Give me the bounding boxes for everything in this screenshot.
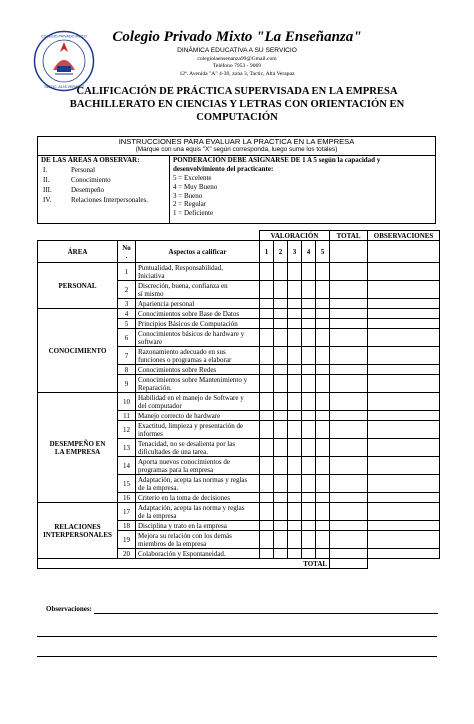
score-cell[interactable] — [302, 375, 316, 393]
total-cell[interactable] — [330, 347, 368, 365]
score-cell[interactable] — [260, 475, 274, 493]
score-cell[interactable] — [274, 299, 288, 309]
aspect-text: Tenacidad, no se desalienta por las dificultades de una tarea. — [136, 439, 260, 457]
score-cell[interactable] — [316, 319, 330, 329]
score-cell[interactable] — [316, 365, 330, 375]
score-cell[interactable] — [260, 457, 274, 475]
score-cell[interactable] — [316, 521, 330, 531]
score-cell[interactable] — [302, 411, 316, 421]
table-row — [38, 393, 440, 411]
total-cell[interactable] — [330, 421, 368, 439]
score-cell[interactable] — [302, 393, 316, 411]
aspect-text: Conocimientos sobre Redes — [136, 365, 260, 375]
score-cell[interactable] — [288, 457, 302, 475]
area-conocimiento: CONOCIMIENTO — [38, 309, 118, 393]
svg-text:COLEGIO PRIVADO MIXTO: COLEGIO PRIVADO MIXTO — [41, 34, 87, 39]
row-number: 20 — [118, 549, 136, 559]
score-cell[interactable] — [288, 309, 302, 319]
total-cell[interactable] — [330, 365, 368, 375]
row-number: 4 — [118, 309, 136, 319]
score-cell[interactable] — [316, 281, 330, 299]
aspect-text: Habilidad en el manejo de Software y del computador — [136, 393, 260, 411]
area-desempeno: DESEMPEÑO EN LA EMPRESA — [38, 393, 118, 503]
area-relaciones: RELACIONES INTERPERSONALES — [38, 503, 118, 559]
total-cell[interactable] — [330, 493, 368, 503]
weight-item: 1 = Deficiente — [173, 209, 214, 218]
score-cell[interactable] — [302, 347, 316, 365]
score-cell[interactable] — [260, 365, 274, 375]
area-number: II. — [43, 176, 50, 184]
instructions-heading: INSTRUCCIONES PARA EVALUAR LA PRACTICA EN LA EMPRESA — [118, 137, 355, 146]
total-column-cell — [330, 241, 368, 263]
total-cell[interactable] — [330, 263, 368, 281]
score-cell[interactable] — [260, 281, 274, 299]
score-cell[interactable] — [274, 411, 288, 421]
area-number: I. — [43, 166, 48, 174]
aspect-text: Conocimientos sobre Mantenimiento y Reparación. — [136, 375, 260, 393]
aspect-text: Criterio en la toma de decisiones — [136, 493, 260, 503]
observation-cell[interactable] — [368, 375, 440, 393]
table-header-top — [38, 231, 440, 241]
area-item — [38, 165, 169, 175]
aspect-text: Disciplina y trato en la empresa — [136, 521, 260, 531]
score-cell[interactable] — [274, 375, 288, 393]
observation-cell[interactable] — [368, 503, 440, 521]
score-header: 4 — [302, 241, 316, 263]
aspect-text: Razonamiento adecuado en sus funciones o programas a elaborar — [136, 347, 260, 365]
areas-panel — [38, 155, 170, 223]
instructions-box — [37, 136, 436, 224]
aspect-text: Conocimientos básicos de hardware y software — [136, 329, 260, 347]
observation-cell[interactable] — [368, 475, 440, 493]
aspect-text: Puntualidad, Responsabilidad, Iniciativa — [136, 263, 260, 281]
score-cell[interactable] — [274, 309, 288, 319]
row-number: 17 — [118, 503, 136, 521]
score-cell[interactable] — [288, 347, 302, 365]
area-item — [38, 185, 169, 195]
aspect-text: Mejora su relación con los demás miembros de la empresa — [136, 531, 260, 549]
weight-item: 3 = Bueno — [173, 191, 203, 200]
area-label: Desempeño — [71, 186, 105, 194]
score-cell[interactable] — [260, 263, 274, 281]
weights-heading: PONDERACIÓN DEBE ASIGNARSE DE 1 A 5 según la capacidad y desenvolvimiento del practicante: — [173, 156, 381, 173]
score-cell[interactable] — [302, 531, 316, 549]
score-cell[interactable] — [288, 493, 302, 503]
score-cell[interactable] — [302, 299, 316, 309]
document-title-line-1: CALIFICACIÓN DE PRÁCTICA SUPERVISADA EN LA EMPRESA — [76, 86, 398, 97]
area-label: Conocimiento — [71, 176, 111, 184]
area-number: IV. — [43, 196, 52, 204]
area-item — [38, 175, 169, 185]
school-phone: Teléfono 7953 - 9069 — [212, 63, 262, 69]
score-cell[interactable] — [302, 319, 316, 329]
score-cell[interactable] — [260, 439, 274, 457]
row-number: 14 — [118, 457, 136, 475]
score-cell[interactable] — [274, 475, 288, 493]
row-number: 13 — [118, 439, 136, 457]
score-cell[interactable] — [288, 263, 302, 281]
area-item — [38, 195, 169, 205]
row-number: 7 — [118, 347, 136, 365]
observation-cell[interactable] — [368, 521, 440, 531]
score-cell[interactable] — [288, 299, 302, 309]
score-cell[interactable] — [302, 421, 316, 439]
grand-total-cell[interactable] — [330, 559, 368, 569]
area-number: III. — [43, 186, 52, 194]
document-title-line-2: BACHILLERATO EN CIENCIAS Y LETRAS CON ORIENTACIÓN EN — [69, 99, 405, 110]
score-cell[interactable] — [302, 263, 316, 281]
table-header-columns — [38, 241, 440, 263]
score-cell[interactable] — [288, 421, 302, 439]
total-cell[interactable] — [330, 393, 368, 411]
score-header: 2 — [274, 241, 288, 263]
score-cell[interactable] — [316, 411, 330, 421]
score-cell[interactable] — [316, 309, 330, 319]
score-cell[interactable] — [260, 393, 274, 411]
score-cell[interactable] — [274, 263, 288, 281]
table-row — [38, 309, 440, 319]
observation-cell[interactable] — [368, 309, 440, 319]
total-cell[interactable] — [330, 375, 368, 393]
score-cell[interactable] — [288, 375, 302, 393]
score-cell[interactable] — [260, 549, 274, 559]
observation-cell[interactable] — [368, 365, 440, 375]
row-number: 9 — [118, 375, 136, 393]
aspect-text: Manejo correcto de hardware — [136, 411, 260, 421]
total-cell[interactable] — [330, 309, 368, 319]
score-cell[interactable] — [288, 549, 302, 559]
row-number: 1 — [118, 263, 136, 281]
document-title-line-3: COMPUTACIÓN — [196, 112, 278, 123]
observation-cell[interactable] — [368, 531, 440, 549]
row-number: 3 — [118, 299, 136, 309]
observations-label: Observaciones: — [46, 605, 92, 613]
row-number: 8 — [118, 365, 136, 375]
observation-cell[interactable] — [368, 347, 440, 365]
row-number: 12 — [118, 421, 136, 439]
total-cell[interactable] — [330, 281, 368, 299]
total-cell[interactable] — [330, 319, 368, 329]
score-cell[interactable] — [260, 411, 274, 421]
score-cell[interactable] — [274, 521, 288, 531]
observation-cell[interactable] — [368, 281, 440, 299]
aspect-text: Discreción, buena, confianza en sí mismo — [136, 281, 260, 299]
area-personal: PERSONAL — [38, 263, 118, 309]
score-cell[interactable] — [274, 347, 288, 365]
observation-cell[interactable] — [368, 393, 440, 411]
score-cell[interactable] — [260, 319, 274, 329]
score-cell[interactable] — [288, 281, 302, 299]
observation-cell[interactable] — [368, 299, 440, 309]
score-cell[interactable] — [302, 365, 316, 375]
row-number: 6 — [118, 329, 136, 347]
school-seal-icon — [33, 30, 95, 92]
score-cell[interactable] — [316, 549, 330, 559]
total-cell[interactable] — [330, 457, 368, 475]
score-cell[interactable] — [274, 457, 288, 475]
score-cell[interactable] — [260, 299, 274, 309]
total-cell[interactable] — [330, 411, 368, 421]
score-cell[interactable] — [274, 281, 288, 299]
score-cell[interactable] — [302, 309, 316, 319]
score-cell[interactable] — [288, 503, 302, 521]
footer-empty-cell — [368, 559, 440, 569]
total-cell[interactable] — [330, 549, 368, 559]
score-cell[interactable] — [274, 421, 288, 439]
score-cell[interactable] — [288, 521, 302, 531]
school-name: Colegio Privado Mixto "La Enseñanza" — [112, 29, 362, 45]
total-cell[interactable] — [330, 475, 368, 493]
weights-panel — [170, 155, 434, 223]
score-cell[interactable] — [316, 347, 330, 365]
row-number: 5 — [118, 319, 136, 329]
score-cell[interactable] — [288, 411, 302, 421]
score-cell[interactable] — [316, 299, 330, 309]
valoracion-header: VALORACIÓN — [260, 231, 330, 241]
aspect-text: Principios Básicos de Computación — [136, 319, 260, 329]
row-number: 2 — [118, 281, 136, 299]
observation-cell[interactable] — [368, 421, 440, 439]
score-header: 1 — [260, 241, 274, 263]
score-cell[interactable] — [316, 439, 330, 457]
observation-cell[interactable] — [368, 329, 440, 347]
score-cell[interactable] — [260, 503, 274, 521]
weight-item: 5 = Excelente — [173, 174, 212, 182]
observation-cell[interactable] — [368, 439, 440, 457]
total-cell[interactable] — [330, 503, 368, 521]
total-cell[interactable] — [330, 299, 368, 309]
area-column-header: ÁREA — [38, 241, 118, 263]
score-cell[interactable] — [260, 375, 274, 393]
aspect-text: Aporta nuevos conocimientos de programas para la empresa — [136, 457, 260, 475]
evaluation-table — [37, 230, 440, 569]
score-cell[interactable] — [302, 549, 316, 559]
row-number: 11 — [118, 411, 136, 421]
observation-cell[interactable] — [368, 319, 440, 329]
row-number: 10 — [118, 393, 136, 411]
score-cell[interactable] — [274, 439, 288, 457]
score-cell[interactable] — [274, 503, 288, 521]
observaciones-column-cell — [368, 241, 440, 263]
observations-line[interactable] — [37, 636, 437, 637]
score-cell[interactable] — [274, 365, 288, 375]
observation-cell[interactable] — [368, 549, 440, 559]
score-cell[interactable] — [302, 521, 316, 531]
area-label: Personal — [71, 166, 96, 174]
total-footer-label: TOTAL — [38, 559, 330, 569]
score-cell[interactable] — [260, 329, 274, 347]
observation-cell[interactable] — [368, 263, 440, 281]
score-cell[interactable] — [274, 393, 288, 411]
score-cell[interactable] — [274, 549, 288, 559]
total-cell[interactable] — [330, 329, 368, 347]
table-row — [38, 263, 440, 281]
score-cell[interactable] — [302, 439, 316, 457]
score-cell[interactable] — [288, 319, 302, 329]
score-cell[interactable] — [288, 329, 302, 347]
total-header: TOTAL — [330, 231, 368, 241]
total-cell[interactable] — [330, 521, 368, 531]
table-row — [38, 503, 440, 521]
aspect-text: Conocimientos sobre Base de Datos — [136, 309, 260, 319]
no-column-header: No . — [118, 241, 136, 263]
observaciones-header: OBSERVACIONES — [368, 231, 440, 241]
score-cell[interactable] — [316, 475, 330, 493]
score-cell[interactable] — [302, 493, 316, 503]
score-cell[interactable] — [316, 457, 330, 475]
score-cell[interactable] — [302, 329, 316, 347]
aspect-text: Exactitud, limpieza y presentación de informes — [136, 421, 260, 439]
weight-item: 2 = Regular — [173, 200, 207, 209]
score-cell[interactable] — [316, 263, 330, 281]
score-cell[interactable] — [316, 503, 330, 521]
score-cell[interactable] — [288, 475, 302, 493]
score-cell[interactable] — [274, 493, 288, 503]
score-cell[interactable] — [302, 281, 316, 299]
score-cell[interactable] — [288, 531, 302, 549]
score-cell[interactable] — [302, 457, 316, 475]
score-cell[interactable] — [274, 531, 288, 549]
score-cell[interactable] — [316, 375, 330, 393]
school-subtitle: DINÁMICA EDUCATIVA A SU SERVICIO — [177, 47, 297, 54]
score-cell[interactable] — [274, 329, 288, 347]
score-cell[interactable] — [316, 329, 330, 347]
area-label: Relaciones Interpersonales. — [71, 196, 148, 204]
score-cell[interactable] — [288, 439, 302, 457]
areas-heading: DE LAS ÁREAS A OBSERVAR: — [41, 156, 140, 164]
observation-cell[interactable] — [368, 411, 440, 421]
aspects-column-header: Aspectos a calificar — [136, 241, 260, 263]
score-cell[interactable] — [302, 503, 316, 521]
school-address: 12ª. Avenida "A" 4-30, zona 3, Tactic, Alta Verapaz — [179, 71, 295, 77]
score-cell[interactable] — [260, 347, 274, 365]
score-cell[interactable] — [316, 393, 330, 411]
score-cell[interactable] — [274, 319, 288, 329]
score-cell[interactable] — [260, 309, 274, 319]
instructions-header — [38, 137, 435, 156]
observation-cell[interactable] — [368, 493, 440, 503]
score-cell[interactable] — [260, 421, 274, 439]
school-email: colegiolaensenanza99@Gmail.com — [197, 56, 277, 62]
aspect-text: Adaptación, acepta las normas y reglas de la empresa. — [136, 475, 260, 493]
score-cell[interactable] — [260, 531, 274, 549]
svg-text:TACTIC, ALTA VERAPAZ: TACTIC, ALTA VERAPAZ — [43, 85, 85, 89]
score-cell[interactable] — [316, 493, 330, 503]
weight-item: 4 = Muy Bueno — [173, 182, 218, 191]
total-cell[interactable] — [330, 531, 368, 549]
observations-line[interactable] — [37, 656, 437, 657]
total-cell[interactable] — [330, 439, 368, 457]
score-header: 5 — [316, 241, 330, 263]
score-cell[interactable] — [316, 421, 330, 439]
score-cell[interactable] — [316, 531, 330, 549]
row-number: 18 — [118, 521, 136, 531]
observation-cell[interactable] — [368, 457, 440, 475]
score-cell[interactable] — [260, 493, 274, 503]
instructions-subheading: (Marque con una equis "X" según corresponda, luego sume los totales) — [135, 146, 338, 153]
score-cell[interactable] — [260, 521, 274, 531]
row-number: 16 — [118, 493, 136, 503]
score-cell[interactable] — [302, 475, 316, 493]
total-footer-row — [38, 559, 440, 569]
aspect-text: Adaptación, acepta las norma y reglas de la empresa — [136, 503, 260, 521]
row-number: 15 — [118, 475, 136, 493]
score-cell[interactable] — [288, 365, 302, 375]
score-cell[interactable] — [288, 393, 302, 411]
observations-line[interactable] — [94, 613, 438, 614]
aspect-text: Apariencia personal — [136, 299, 260, 309]
row-number: 19 — [118, 531, 136, 549]
aspect-text: Colaboración y Espontaneidad. — [136, 549, 260, 559]
score-header: 3 — [288, 241, 302, 263]
